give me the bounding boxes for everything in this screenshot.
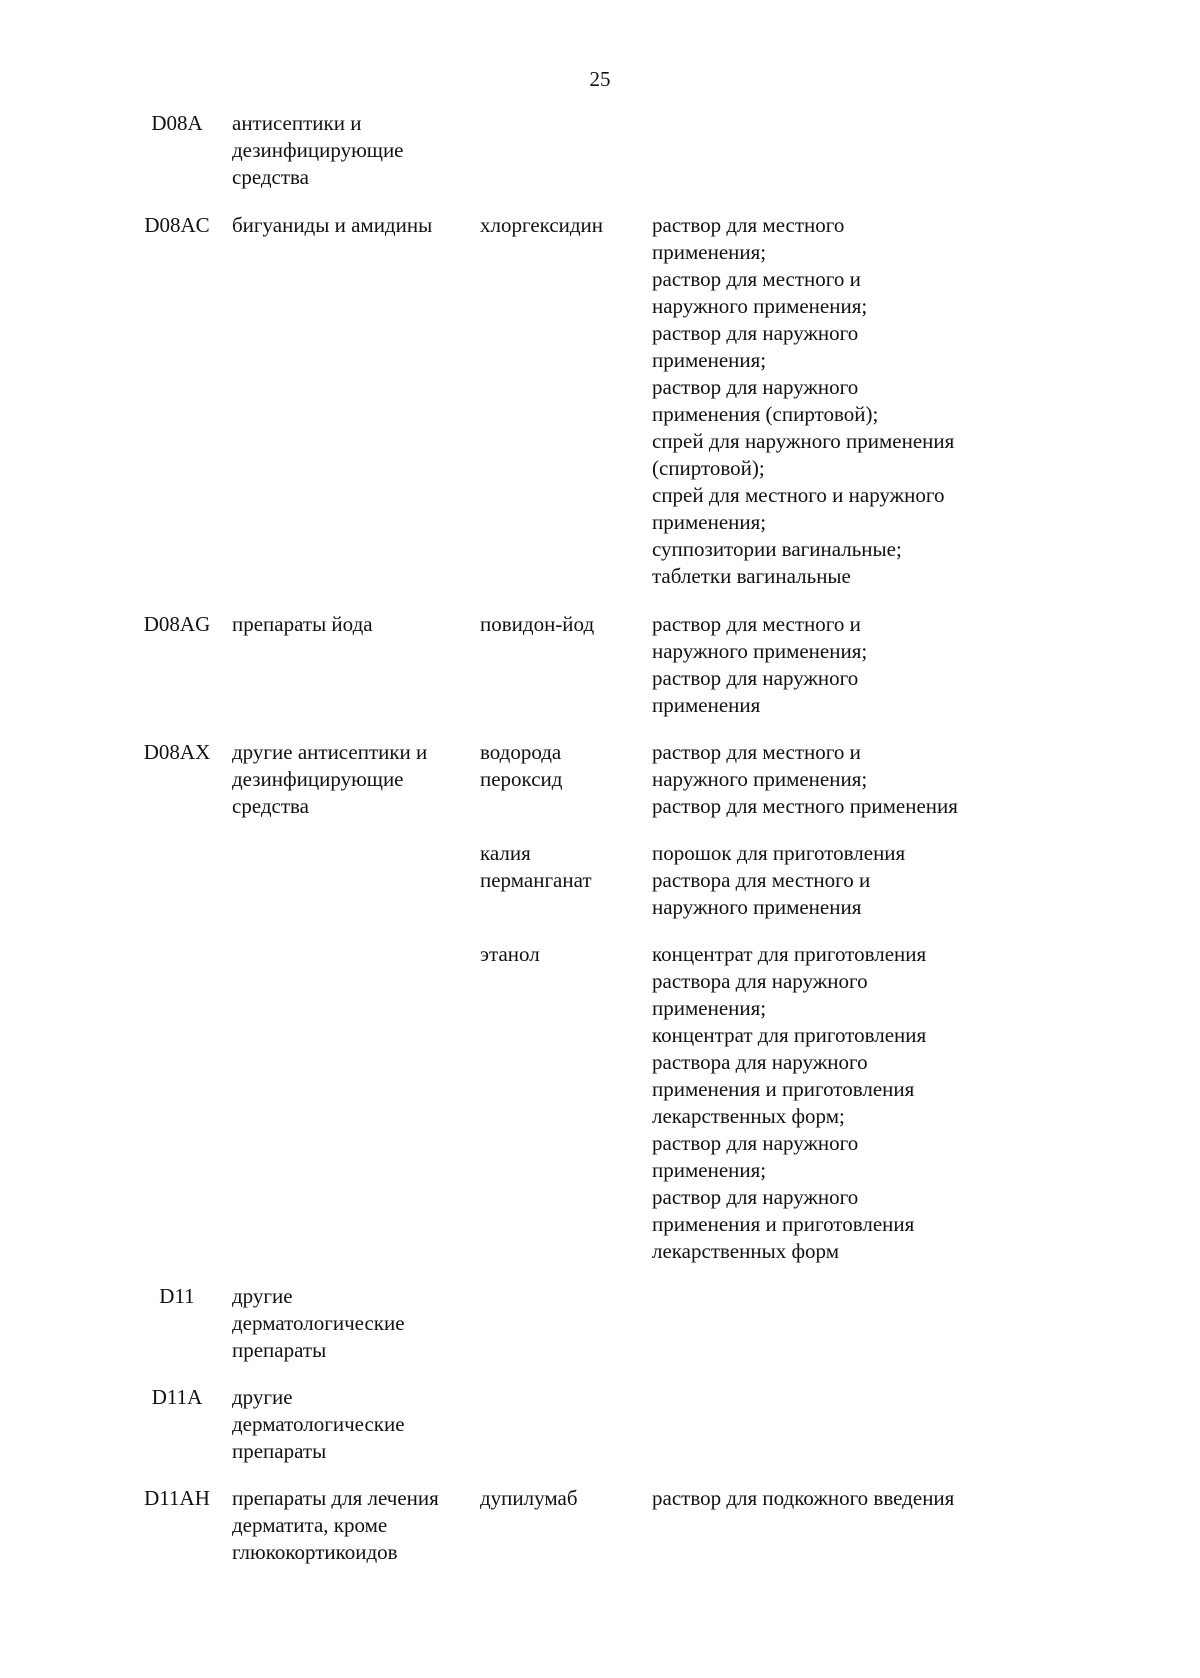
name-line: калия	[480, 841, 531, 865]
group-line: другие антисептики и	[232, 740, 428, 764]
form-line: раствор для местного применения	[652, 794, 958, 818]
group-line: средства	[232, 165, 310, 189]
group-line: антисептики и	[232, 111, 362, 135]
atc-code: D11AH	[144, 1486, 210, 1510]
dosage-forms	[652, 739, 1012, 820]
atc-code: D08A	[151, 111, 203, 135]
group-line: бигуаниды и амидины	[232, 213, 433, 237]
name-line: перманганат	[480, 868, 592, 892]
form-line: применения и приготовления	[652, 1077, 915, 1101]
form-line: раствор для наружного	[652, 1185, 859, 1209]
atc-code: D11	[159, 1284, 195, 1308]
form-line: наружного применения;	[652, 294, 868, 318]
form-line: раствор для наружного	[652, 666, 859, 690]
group-line: другие	[232, 1385, 293, 1409]
form-line: применения	[652, 693, 761, 717]
group-line: препараты	[232, 1338, 327, 1362]
atc-group	[232, 1485, 462, 1566]
group-line: дерматита, кроме	[232, 1513, 388, 1537]
form-line: применения;	[652, 1158, 767, 1182]
form-line: раствор для наружного	[652, 375, 859, 399]
atc-group	[232, 110, 462, 191]
group-line: дезинфицирующие	[232, 767, 404, 791]
form-line: раствор для наружного	[652, 1131, 859, 1155]
dosage-forms	[652, 941, 1012, 1265]
form-line: спрей для наружного применения	[652, 429, 955, 453]
drug-name	[480, 840, 640, 894]
form-line: применения;	[652, 240, 767, 264]
form-line: раствор для местного и	[652, 612, 861, 636]
name-line: дупилумаб	[480, 1486, 578, 1510]
drug-name	[480, 941, 640, 968]
form-line: концентрат для приготовления	[652, 942, 927, 966]
dosage-forms	[652, 611, 1012, 719]
group-line: препараты для лечения	[232, 1486, 439, 1510]
name-line: водорода	[480, 740, 562, 764]
group-line: препараты	[232, 1439, 327, 1463]
atc-code: D11A	[151, 1385, 203, 1409]
group-line: глюкокортикоидов	[232, 1540, 398, 1564]
atc-code: D08AX	[143, 740, 211, 764]
atc-code: D08AG	[143, 612, 211, 636]
form-line: лекарственных форм	[652, 1239, 840, 1263]
form-line: применения (спиртовой);	[652, 402, 879, 426]
form-line: раствор для местного	[652, 213, 845, 237]
form-line: наружного применения;	[652, 767, 868, 791]
form-line: порошок для приготовления	[652, 841, 906, 865]
dosage-forms	[652, 840, 1012, 921]
name-line: повидон-йод	[480, 612, 595, 636]
page-number: 25	[589, 67, 611, 91]
form-line: раствора для местного и	[652, 868, 871, 892]
form-line: раствора для наружного	[652, 969, 868, 993]
atc-group	[232, 611, 462, 638]
form-line: раствора для наружного	[652, 1050, 868, 1074]
form-line: таблетки вагинальные	[652, 564, 851, 588]
form-line: раствор для подкожного введения	[652, 1486, 955, 1510]
atc-group	[232, 1283, 462, 1364]
form-line: наружного применения	[652, 895, 862, 919]
form-line: применения и приготовления	[652, 1212, 915, 1236]
dosage-forms	[652, 212, 1012, 590]
drug-name	[480, 611, 640, 638]
form-line: раствор для местного и	[652, 740, 861, 764]
group-line: средства	[232, 794, 310, 818]
group-line: препараты йода	[232, 612, 373, 636]
name-line: хлоргексидин	[480, 213, 604, 237]
group-line: дерматологические	[232, 1412, 405, 1436]
atc-group	[232, 1384, 462, 1465]
drug-name	[480, 212, 640, 239]
drug-name	[480, 739, 640, 793]
name-line: пероксид	[480, 767, 563, 791]
drug-name	[480, 1485, 640, 1512]
atc-group	[232, 739, 462, 820]
atc-code: D08AC	[144, 213, 210, 237]
form-line: спрей для местного и наружного	[652, 483, 945, 507]
name-line: этанол	[480, 942, 540, 966]
form-line: суппозитории вагинальные;	[652, 537, 902, 561]
form-line: раствор для местного и	[652, 267, 861, 291]
group-line: другие	[232, 1284, 293, 1308]
form-line: раствор для наружного	[652, 321, 859, 345]
form-line: концентрат для приготовления	[652, 1023, 927, 1047]
form-line: применения;	[652, 348, 767, 372]
form-line: наружного применения;	[652, 639, 868, 663]
group-line: дезинфицирующие	[232, 138, 404, 162]
dosage-forms	[652, 1485, 1012, 1512]
atc-group	[232, 212, 462, 239]
group-line: дерматологические	[232, 1311, 405, 1335]
form-line: (спиртовой);	[652, 456, 765, 480]
form-line: применения;	[652, 996, 767, 1020]
form-line: применения;	[652, 510, 767, 534]
form-line: лекарственных форм;	[652, 1104, 845, 1128]
